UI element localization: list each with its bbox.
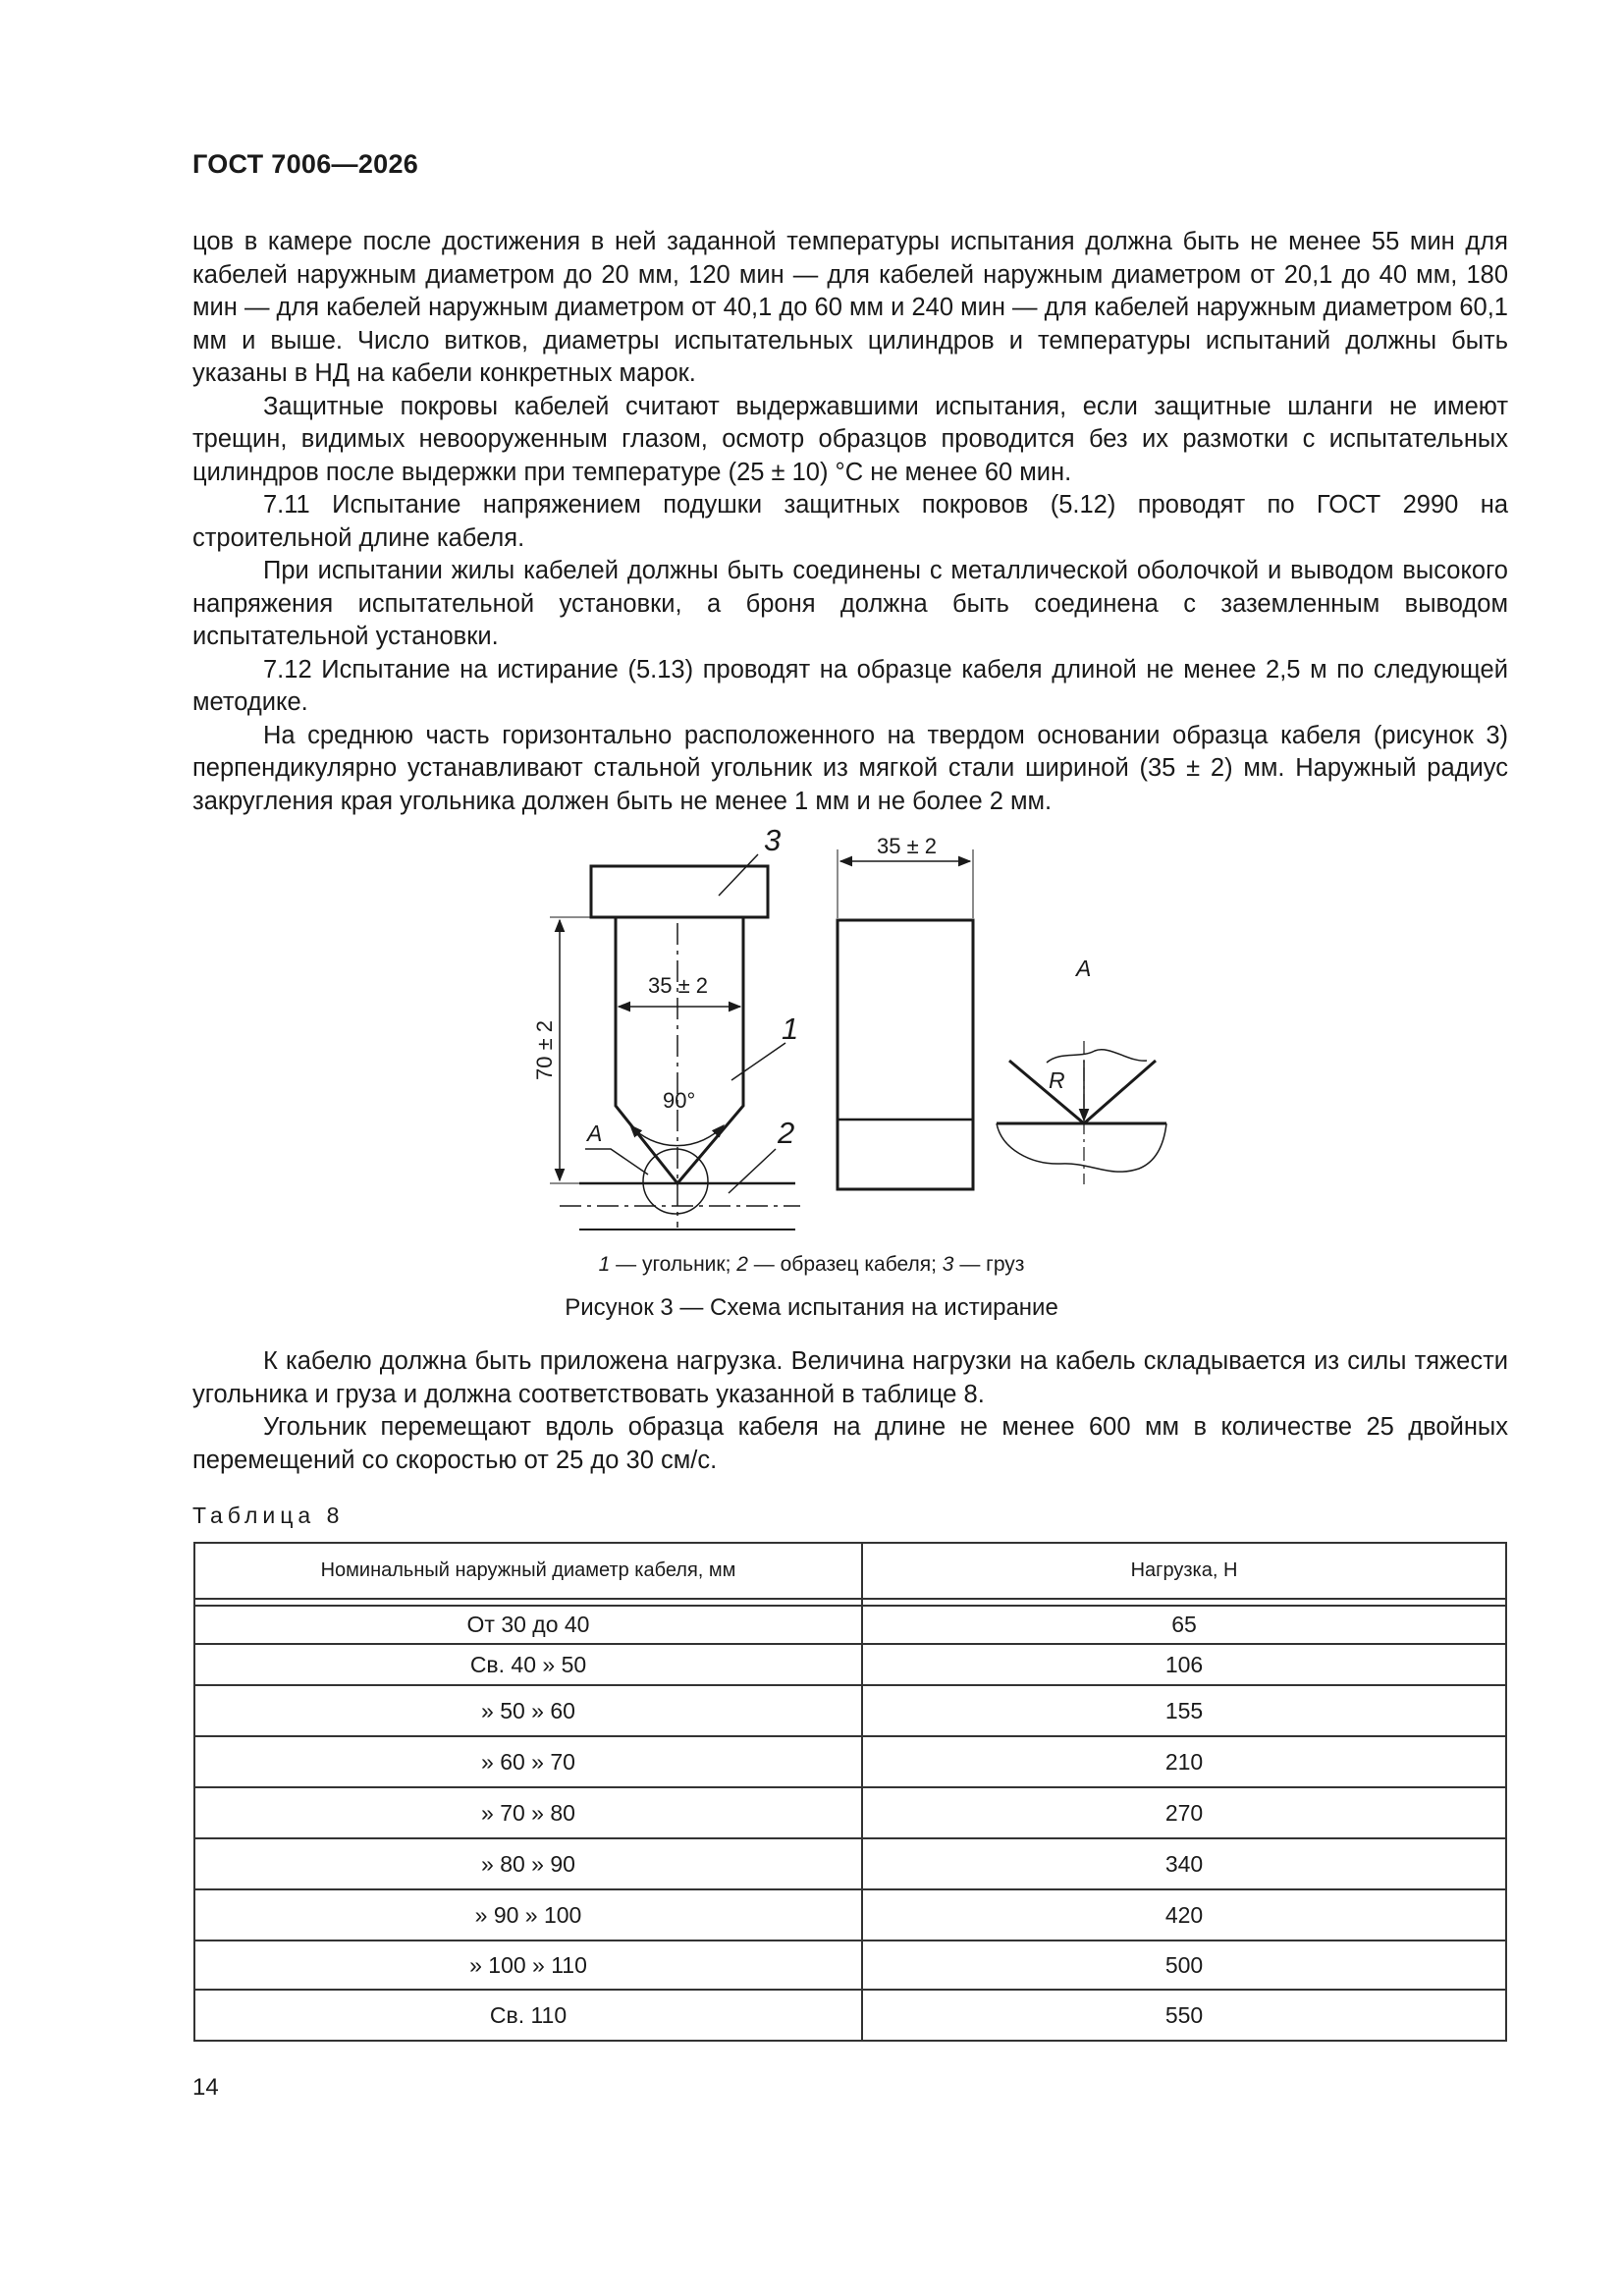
table-row [194,1838,1506,1889]
paragraph: При испытании жилы кабелей должны быть соединены с металлической оболочкой и выводом высокого напряжения испытательной установки, а броня должна быть соединена с заземленным выводом испытательной установки. [192,557,1508,650]
table-row [194,1685,1506,1736]
cell-load: 270 [862,1787,1506,1838]
cell-diameter: Св. 40 » 50 [194,1644,862,1685]
cell-diameter: От 30 до 40 [194,1606,862,1644]
cell-load: 210 [862,1736,1506,1787]
legend-text: — образец кабеля; [747,1253,943,1276]
cell-load: 155 [862,1685,1506,1736]
detail-wavy-bottom [997,1123,1166,1172]
detail-wavy-top [1047,1050,1147,1063]
cell-diameter: » 70 » 80 [194,1787,862,1838]
table-row [194,1606,1506,1644]
detail-edge [1009,1061,1156,1123]
label-2: 2 [778,1116,795,1150]
cell-diameter: Св. 110 [194,1990,862,2041]
label-a-front: A [587,1121,603,1146]
table-row [194,1736,1506,1787]
paragraph: 7.12 Испытание на истирание (5.13) проводят на образце кабеля длиной не менее 2,5 м по следующей методике. [192,655,1508,716]
figure-caption: Рисунок 3 — Схема испытания на истирание [565,1294,1058,1321]
cell-load: 106 [862,1644,1506,1685]
table-row [194,1644,1506,1685]
cell-load: 550 [862,1990,1506,2041]
cell-load: 500 [862,1941,1506,1990]
header-diameter: Номинальный наружный диаметр кабеля, мм [194,1543,862,1599]
page-number: 14 [192,2074,219,2101]
header-separator [194,1599,1506,1606]
figure-3-abrasion-test-diagram [530,815,1198,1247]
paragraph: На среднюю часть горизонтально расположенного на твердом основании образца кабеля (рисунок 3) перпендикулярно устанавливают стальной угольник из мягкой стали шириной (35 ± 2) мм. Наружный радиус закругления края угольника должен быть не менее 1 мм и не более 2 мм. [192,721,1508,815]
paragraph: цов в камере после достижения в ней заданной температуры испытания должна быть не менее 55 мин для кабелей наружным диаметром до 20 мм, 120 мин — для кабелей наружным диаметром от 20,1 до 40 мм, 180 мин — для кабелей наружным диаметром от 40,1 до 60 мм и 240 мин — для кабелей наружным диаметром 60,1 мм и выше. Число витков, диаметры испытательных цилиндров и температуры испытаний должны быть указаны в НД на кабели конкретных марок. [192,228,1508,387]
label-angle: 90° [663,1088,696,1113]
figure-legend [0,1253,1623,1277]
table-8 [193,1542,1507,2042]
cell-diameter: » 60 » 70 [194,1736,862,1787]
paragraph: К кабелю должна быть приложена нагрузка. Величина нагрузки на кабель складывается из силы тяжести угольника и груза и должна соответствовать указанной в таблице 8. [192,1347,1508,1408]
body-text-bottom [192,1345,1508,1477]
cell-load: 65 [862,1606,1506,1644]
table-title: Таблица 8 [192,1503,345,1528]
label-dim-front: 35 ± 2 [648,973,709,998]
paragraph: Защитные покровы кабелей считают выдержавшими испытания, если защитные шланги не имеют трещин, видимых невооруженным глазом, осмотр образцов проводится без их размотки с испытательных цилиндров после выдержки при температуре (25 ± 10) °С не менее 60 мин. [192,392,1508,486]
cell-diameter: » 80 » 90 [194,1838,862,1889]
legend-num: 2 [736,1253,748,1276]
table-header-row [194,1543,1506,1599]
label-height: 70 ± 2 [532,1019,557,1080]
legend-num: 3 [942,1253,954,1276]
cell-diameter: » 50 » 60 [194,1685,862,1736]
angle-piece-side [838,920,973,1189]
label-dim-side: 35 ± 2 [877,834,938,858]
table-row [194,1889,1506,1941]
document-header: ГОСТ 7006—2026 [192,149,419,179]
angle-piece-front [616,917,743,1183]
legend-num: 1 [598,1253,611,1276]
body-text-top [192,226,1508,818]
cell-load: 420 [862,1889,1506,1941]
legend-text: — угольник; [610,1253,737,1276]
leader-a [585,1149,648,1175]
cell-diameter: » 90 » 100 [194,1889,862,1941]
table-row [194,1990,1506,2041]
label-3: 3 [764,823,782,857]
label-radius: R [1049,1067,1065,1093]
label-1: 1 [782,1011,799,1046]
cell-diameter: » 100 » 110 [194,1941,862,1990]
leader-2 [729,1149,776,1193]
paragraph: 7.11 Испытание напряжением подушки защитных покровов (5.12) проводят по ГОСТ 2990 на строительной длине кабеля. [192,491,1508,552]
cell-load: 340 [862,1838,1506,1889]
leader-3 [719,854,758,896]
table-row [194,1787,1506,1838]
leader-1 [731,1043,785,1080]
weight-block [591,866,768,917]
paragraph: Угольник перемещают вдоль образца кабеля на длине не менее 600 мм в количестве 25 двойных перемещений со скоростью от 25 до 30 см/с. [192,1413,1508,1474]
label-a-detail: A [1076,956,1092,981]
legend-text: — груз [953,1253,1025,1276]
table-row [194,1941,1506,1990]
header-load: Нагрузка, Н [862,1543,1506,1599]
